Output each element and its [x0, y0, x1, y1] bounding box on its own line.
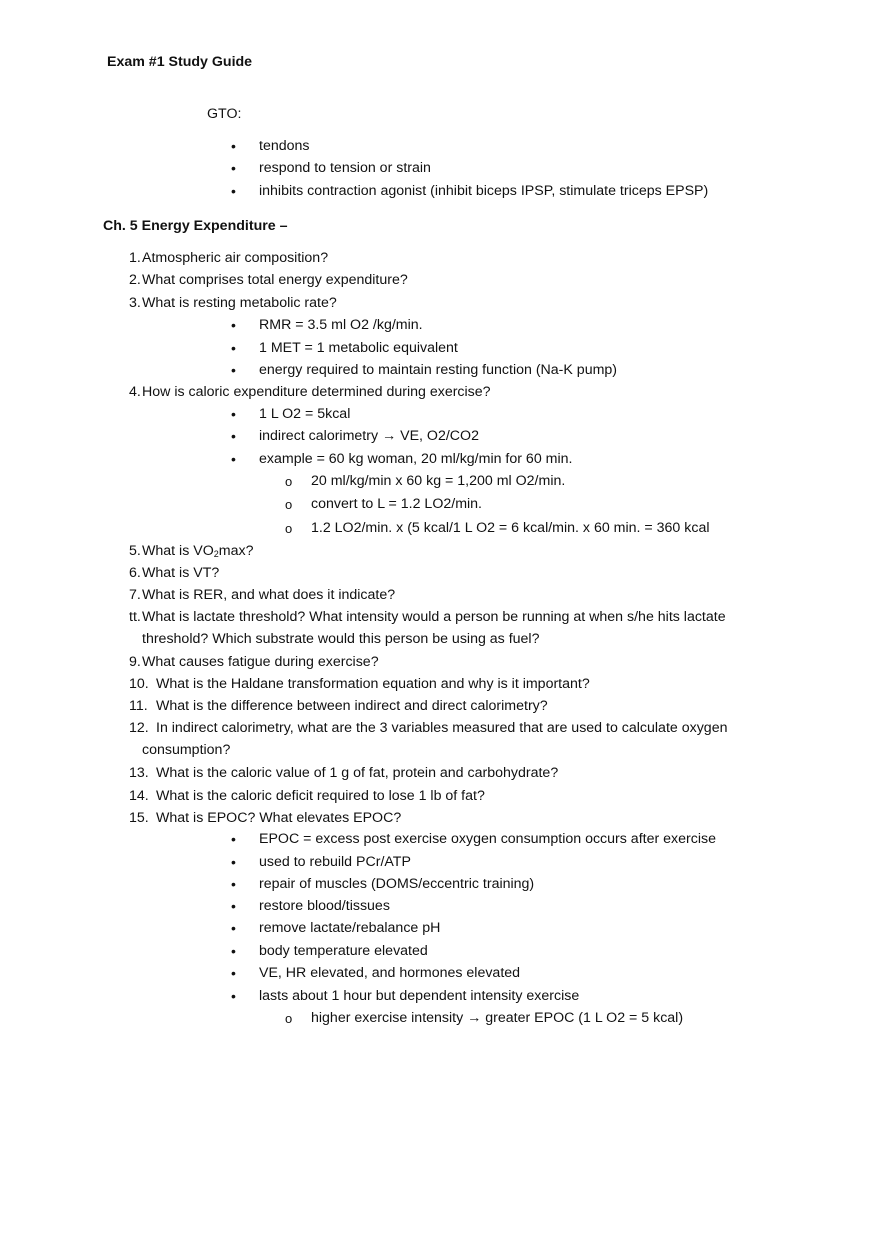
bullet-icon: • [231, 898, 236, 914]
gto-item: tendons [259, 138, 310, 154]
rmr-item: 1 MET = 1 metabolic equivalent [259, 340, 458, 356]
epoc-item: repair of muscles (DOMS/eccentric training) [259, 876, 535, 892]
question-number: 11. [129, 698, 148, 714]
epoc-item: lasts about 1 hour but dependent intensity exercise [259, 988, 580, 1004]
question-text: What is RER, and what does it indicate? [142, 587, 396, 603]
bullet-icon: • [231, 428, 236, 444]
question-number: 6. [129, 565, 141, 581]
page-title: Exam #1 Study Guide [107, 54, 253, 70]
bullet-icon: • [231, 317, 236, 333]
question-text: Atmospheric air composition? [142, 250, 329, 266]
bullet-icon: • [231, 876, 236, 892]
bullet-icon: • [231, 183, 236, 199]
gto-label: GTO: [207, 106, 242, 122]
bullet-icon: • [231, 943, 236, 959]
question-text: What is lactate threshold? What intensity would a person be running at when s/he hits lactate [142, 609, 726, 625]
question-text: What is VT? [142, 565, 220, 581]
circle-bullet-icon: o [285, 497, 293, 512]
bullet-icon: • [231, 160, 236, 176]
bullet-icon: • [231, 920, 236, 936]
caloric-item: example = 60 kg woman, 20 ml/kg/min for 60 min. [259, 451, 573, 467]
question-text-continued: consumption? [142, 742, 231, 758]
question-number: 15. [129, 810, 149, 826]
bullet-icon: • [231, 138, 236, 154]
gto-item: inhibits contraction agonist (inhibit biceps IPSP, stimulate triceps EPSP) [259, 183, 709, 199]
question-text: What is the Haldane transformation equation and why is it important? [156, 676, 590, 692]
question-text: What causes fatigue during exercise? [142, 654, 379, 670]
example-item: convert to L = 1.2 LO2/min. [311, 496, 482, 512]
question-text: What comprises total energy expenditure? [142, 272, 408, 288]
question-number: 7. [129, 587, 141, 603]
bullet-icon: • [231, 340, 236, 356]
epoc-item: EPOC = excess post exercise oxygen consumption occurs after exercise [259, 831, 716, 847]
bullet-icon: • [231, 406, 236, 422]
rmr-item: RMR = 3.5 ml O2 /kg/min. [259, 317, 423, 333]
question-number: 9. [129, 654, 141, 670]
epoc-item: body temperature elevated [259, 943, 428, 959]
question-number: 12. [129, 720, 149, 736]
bullet-icon: • [231, 854, 236, 870]
question-number: 2. [129, 272, 141, 288]
question-number: 5. [129, 543, 141, 559]
question-number: 4. [129, 384, 141, 400]
bullet-icon: • [231, 362, 236, 378]
question-text: What is the difference between indirect and direct calorimetry? [156, 698, 548, 714]
circle-bullet-icon: o [285, 1011, 293, 1026]
question-text: What is the caloric deficit required to lose 1 lb of fat? [156, 788, 485, 804]
circle-bullet-icon: o [285, 474, 293, 489]
bullet-icon: • [231, 965, 236, 981]
question-text: What is resting metabolic rate? [142, 295, 337, 311]
example-item: 20 ml/kg/min x 60 kg = 1,200 ml O2/min. [311, 473, 566, 489]
chapter-heading: Ch. 5 Energy Expenditure – [103, 218, 288, 234]
question-text: How is caloric expenditure determined during exercise? [142, 384, 491, 400]
question-text-continued: threshold? Which substrate would this person be using as fuel? [142, 631, 540, 647]
caloric-item: 1 L O2 = 5kcal [259, 406, 351, 422]
question-text: What is EPOC? What elevates EPOC? [156, 810, 402, 826]
bullet-icon: • [231, 988, 236, 1004]
question-number: 1. [129, 250, 141, 266]
question-text: What is the caloric value of 1 g of fat, protein and carbohydrate? [156, 765, 559, 781]
question-text: What is $VO_2\max$? [142, 543, 254, 559]
question-number: 14. [129, 788, 149, 804]
caloric-item: indirect calorimetry → VE, O2/CO2 [259, 428, 479, 444]
epoc-item: restore blood/tissues [259, 898, 390, 914]
question-number: 10. [129, 676, 149, 692]
gto-item: respond to tension or strain [259, 160, 431, 176]
question-number: 13. [129, 765, 149, 781]
epoc-item: remove lactate/rebalance pH [259, 920, 441, 936]
circle-bullet-icon: o [285, 521, 293, 536]
question-number: 3. [129, 295, 141, 311]
epoc-item: VE, HR elevated, and hormones elevated [259, 965, 521, 981]
bullet-icon: • [231, 451, 236, 467]
epoc-sub-item: higher exercise intensity → greater EPOC (1 L O2 = 5 kcal) [311, 1010, 684, 1026]
example-item: 1.2 LO2/min. x (5 kcal/1 L O2 = 6 kcal/min. x 60 min. = 360 kcal [311, 520, 710, 536]
epoc-item: used to rebuild PCr/ATP [259, 854, 411, 870]
rmr-item: energy required to maintain resting function (Na-K pump) [259, 362, 618, 378]
question-text: In indirect calorimetry, what are the 3 variables measured that are used to calculate oxygen [156, 720, 728, 736]
bullet-icon: • [231, 831, 236, 847]
question-number: tt. [129, 609, 141, 625]
